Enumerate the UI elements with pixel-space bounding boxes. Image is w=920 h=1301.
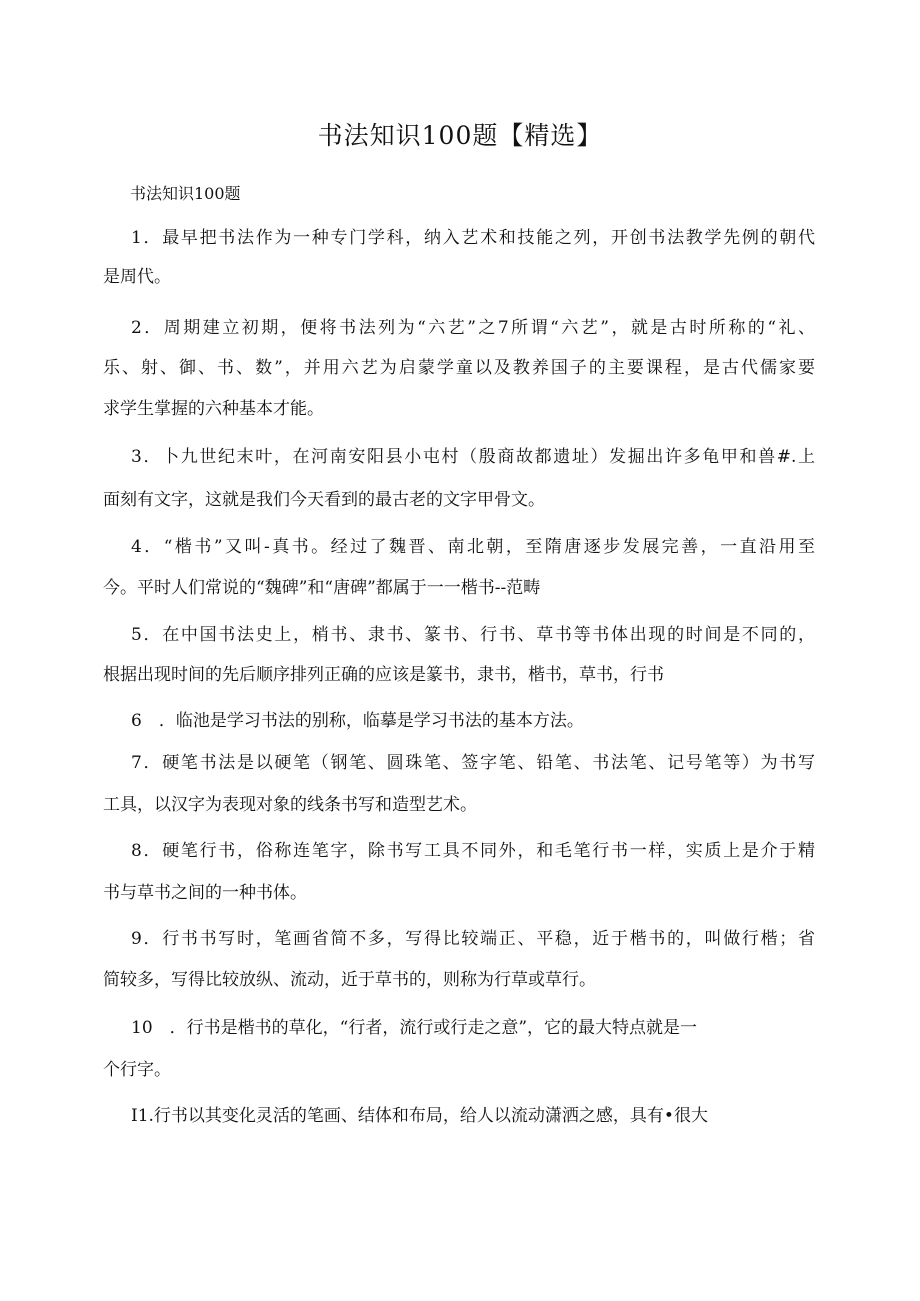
paragraph-line: 书与草书之间的一种书体。: [103, 883, 307, 903]
paragraph-line: 6 ．临池是学习书法的别称，临摹是学习书法的基本方法。: [131, 711, 584, 731]
paragraph-line: 7．硬笔书法是以硬笔（钢笔、圆珠笔、签字笔、铅笔、书法笔、记号笔等）为书写: [131, 753, 815, 773]
paragraph-line: 今。平时人们常说的“魏碑”和“唐碑”都属于一一楷书--范畴: [103, 578, 541, 598]
document-title: 书法知识100题【精选】: [317, 121, 603, 150]
paragraph-line: 个行字。: [103, 1060, 171, 1080]
paragraph-line: 面刻有文字，这就是我们今天看到的最古老的文字甲骨文。: [103, 490, 545, 510]
paragraph-line: 10 ．行书是楷书的草化，“行者，流行或行走之意”，它的最大特点就是一: [131, 1018, 698, 1038]
paragraph-line: 2．周期建立初期，便将书法列为“六艺”之7所谓“六艺”，就是古时所称的“礼、: [131, 318, 815, 338]
paragraph-line: 乐、射、御、书、数”，并用六艺为启蒙学童以及教养国子的主要课程，是古代儒家要: [103, 358, 815, 378]
paragraph-line: 根据出现时间的先后顺序排列正确的应该是篆书，隶书，楷书，草书，行书: [103, 665, 664, 685]
paragraph-line: 5．在中国书法史上，梢书、隶书、篆书、行书、草书等书体出现的时间是不同的，: [131, 625, 815, 645]
document-subtitle: 书法知识100题: [130, 184, 241, 203]
paragraph-line: 是周代。: [103, 267, 171, 287]
paragraph-line: I1.行书以其变化灵活的笔画、结体和布局，给人以流动潇洒之感，具有•很大: [131, 1106, 708, 1126]
paragraph-line: 求学生掌握的六种基本才能。: [103, 399, 324, 419]
paragraph-line: 9．行书书写时，笔画省简不多，写得比较端正、平稳，近于楷书的，叫做行楷；省: [131, 929, 815, 949]
paragraph-line: 工具，以汉字为表现对象的线条书写和造型艺术。: [103, 795, 477, 815]
paragraph-line: 8．硬笔行书，俗称连笔字，除书写工具不同外，和毛笔行书一样，实质上是介于精: [131, 841, 815, 861]
paragraph-line: 3．卜九世纪末叶，在河南安阳县小屯村（殷商故都遗址）发掘出许多龟甲和兽#.上: [131, 447, 815, 467]
paragraph-line: 1．最早把书法作为一种专门学科，纳入艺术和技能之列，开创书法教学先例的朝代: [131, 228, 815, 248]
paragraph-line: 4．“楷书”又叫-真书。经过了魏晋、南北朝，至隋唐逐步发展完善，一直沿用至: [131, 537, 815, 557]
paragraph-line: 简较多，写得比较放纵、流动，近于草书的，则称为行草或草行。: [103, 970, 596, 990]
